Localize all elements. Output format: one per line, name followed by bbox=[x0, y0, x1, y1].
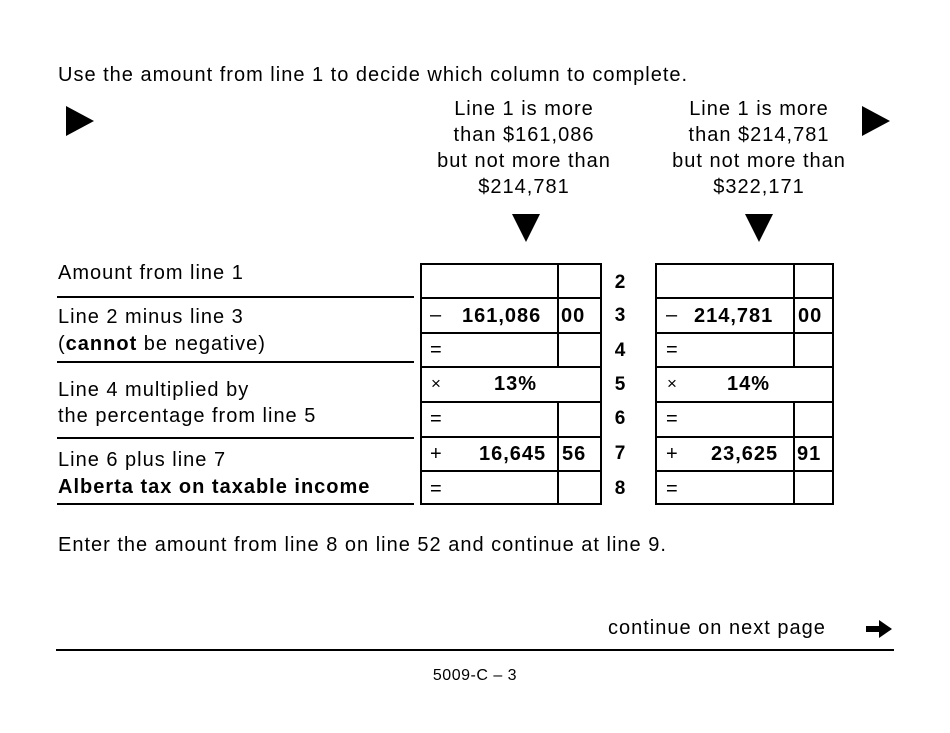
col1-line3-cents: 00 bbox=[561, 305, 586, 327]
equals-sign: = bbox=[666, 408, 678, 430]
row-label-alberta-tax: Alberta tax on taxable income bbox=[58, 476, 371, 498]
row-label-amount: Amount from line 1 bbox=[58, 262, 244, 284]
page-divider bbox=[56, 649, 894, 651]
col1-line3-value: 161,086 bbox=[462, 305, 542, 327]
col2-line7-cents: 91 bbox=[797, 443, 822, 465]
footer-instruction: Enter the amount from line 8 on line 52 and continue at line 9. bbox=[58, 534, 667, 556]
col2-rate: 14% bbox=[727, 373, 771, 395]
minus-sign: – bbox=[666, 304, 678, 326]
line-number: 7 bbox=[614, 443, 626, 464]
line-number: 3 bbox=[614, 305, 626, 326]
down-arrow-icon bbox=[512, 214, 540, 242]
row-label-cannot-be-negative: (cannot be negative) bbox=[58, 333, 266, 355]
times-sign: × bbox=[667, 374, 677, 393]
row-divider bbox=[57, 503, 414, 505]
col2-line8-input[interactable] bbox=[684, 472, 792, 503]
line-number: 8 bbox=[614, 478, 626, 499]
equals-sign: = bbox=[430, 339, 442, 361]
col1-rate: 13% bbox=[494, 373, 538, 395]
col1-line2-input[interactable] bbox=[422, 265, 556, 297]
col2-line4-input[interactable] bbox=[684, 334, 792, 366]
line-number: 6 bbox=[614, 408, 626, 429]
col1-line4-input[interactable] bbox=[448, 334, 556, 366]
continue-text: continue on next page bbox=[608, 617, 826, 639]
col2-line3-value: 214,781 bbox=[694, 305, 774, 327]
equals-sign: = bbox=[666, 478, 678, 500]
column-header-2: Line 1 is more than $214,781 but not more than $322,171 bbox=[672, 98, 846, 198]
equals-sign: = bbox=[666, 339, 678, 361]
col2-line6-input[interactable] bbox=[684, 403, 792, 435]
line-number: 2 bbox=[614, 272, 626, 293]
equals-sign: = bbox=[430, 408, 442, 430]
arrow-right-icon bbox=[864, 617, 894, 641]
minus-sign: – bbox=[430, 304, 442, 326]
right-arrow-icon bbox=[66, 106, 94, 136]
col2-line7-value: 23,625 bbox=[711, 443, 779, 465]
row-divider bbox=[57, 361, 414, 363]
col1-line8-input[interactable] bbox=[448, 472, 556, 503]
page-number: 5009-C – 3 bbox=[432, 667, 518, 684]
col2-line2-input[interactable] bbox=[657, 265, 792, 297]
col1-line7-value: 16,645 bbox=[479, 443, 547, 465]
plus-sign: + bbox=[666, 443, 678, 465]
column-header-1: Line 1 is more than $161,086 but not more than $214,781 bbox=[437, 98, 611, 198]
row-label-line4-multiplied: Line 4 multiplied by bbox=[58, 379, 250, 401]
row-divider bbox=[57, 296, 414, 298]
intro-text: Use the amount from line 1 to decide which column to complete. bbox=[58, 64, 689, 86]
times-sign: × bbox=[431, 374, 441, 393]
line-number: 4 bbox=[614, 340, 626, 361]
line-number: 5 bbox=[614, 374, 626, 395]
down-arrow-icon bbox=[745, 214, 773, 242]
row-divider bbox=[57, 437, 414, 439]
col2-line3-cents: 00 bbox=[798, 305, 823, 327]
row-label-percentage: the percentage from line 5 bbox=[58, 405, 317, 427]
plus-sign: + bbox=[430, 443, 442, 465]
col1-line6-input[interactable] bbox=[448, 403, 556, 435]
col1-line7-cents: 56 bbox=[562, 443, 587, 465]
equals-sign: = bbox=[430, 478, 442, 500]
row-label-line6-plus-line7: Line 6 plus line 7 bbox=[58, 449, 227, 471]
row-label-line2-minus-line3: Line 2 minus line 3 bbox=[58, 306, 244, 328]
